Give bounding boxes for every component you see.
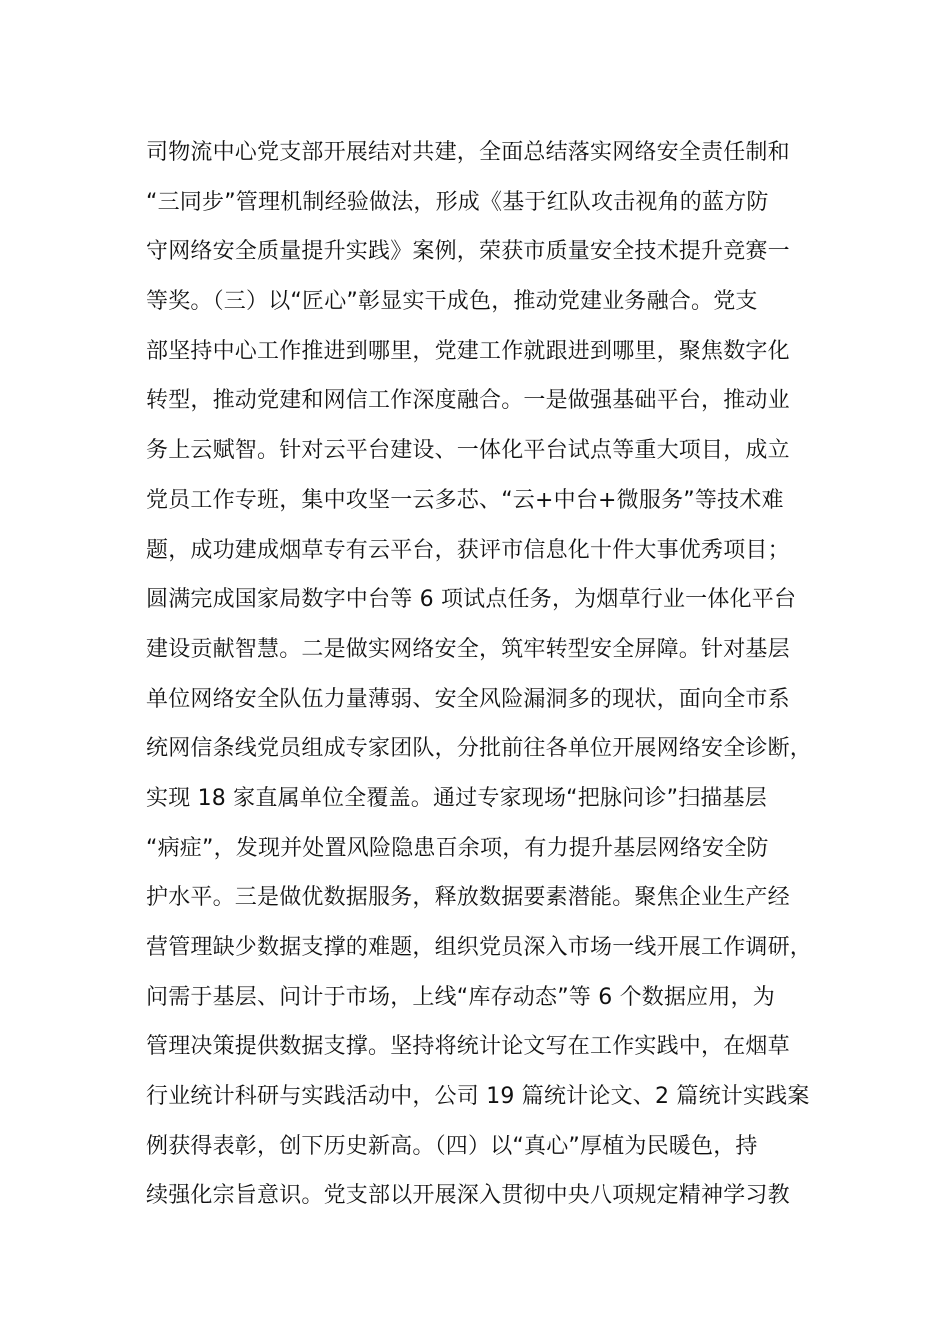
body-text <box>146 128 826 1221</box>
text-line: 务上云赋智。针对云平台建设、一体化平台试点等重大项目，成立 <box>146 438 790 464</box>
text-line: 建设贡献智慧。二是做实网络安全，筑牢转型安全屏障。针对基层 <box>146 636 790 662</box>
text-line: 行业统计科研与实践活动中，公司 19 篇统计论文、2 篇统计实践案 <box>146 1084 810 1110</box>
text-line: 题，成功建成烟草专有云平台，获评市信息化十件大事优秀项目； <box>146 537 790 563</box>
text-line: 党员工作专班，集中攻坚一云多芯、“云+中台+微服务”等技术难 <box>146 487 784 513</box>
text-line: 圆满完成国家局数字中台等 6 项试点任务，为烟草行业一体化平台 <box>146 587 797 613</box>
text-line: 部坚持中心工作推进到哪里，党建工作就跟进到哪里，聚焦数字化 <box>146 338 790 364</box>
text-line: “三同步”管理机制经验做法，形成《基于红队攻击视角的蓝方防 <box>146 189 769 215</box>
text-line: “病症”，发现并处置风险隐患百余项，有力提升基层网络安全防 <box>146 835 769 861</box>
text-line: 单位网络安全队伍力量薄弱、安全风险漏洞多的现状，面向全市系 <box>146 686 790 712</box>
text-line: 转型，推动党建和网信工作深度融合。一是做强基础平台，推动业 <box>146 388 790 414</box>
text-line: 实现 18 家直属单位全覆盖。通过专家现场“把脉问诊”扫描基层 <box>146 785 767 811</box>
text-line: 统网信条线党员组成专家团队，分批前往各单位开展网络安全诊断， <box>146 736 813 762</box>
text-line: 续强化宗旨意识。党支部以开展深入贯彻中央八项规定精神学习教 <box>146 1183 790 1209</box>
text-line: 管理决策提供数据支撑。坚持将统计论文写在工作实践中，在烟草 <box>146 1034 790 1060</box>
text-line: 问需于基层、问计于市场，上线“库存动态”等 6 个数据应用，为 <box>146 984 775 1010</box>
text-line: 例获得表彰，创下历史新高。（四）以“真心”厚植为民暖色，持 <box>146 1133 758 1159</box>
text-line: 等奖。（三）以“匠心”彰显实干成色，推动党建业务融合。党支 <box>146 289 758 315</box>
text-line: 护水平。三是做优数据服务，释放数据要素潜能。聚焦企业生产经 <box>146 885 790 911</box>
text-line: 司物流中心党支部开展结对共建，全面总结落实网络安全责任制和 <box>146 140 790 165</box>
text-line: 营管理缺少数据支撑的难题，组织党员深入市场一线开展工作调研， <box>146 935 813 960</box>
text-line: 守网络安全质量提升实践》案例，荣获市质量安全技术提升竞赛一 <box>146 239 790 265</box>
